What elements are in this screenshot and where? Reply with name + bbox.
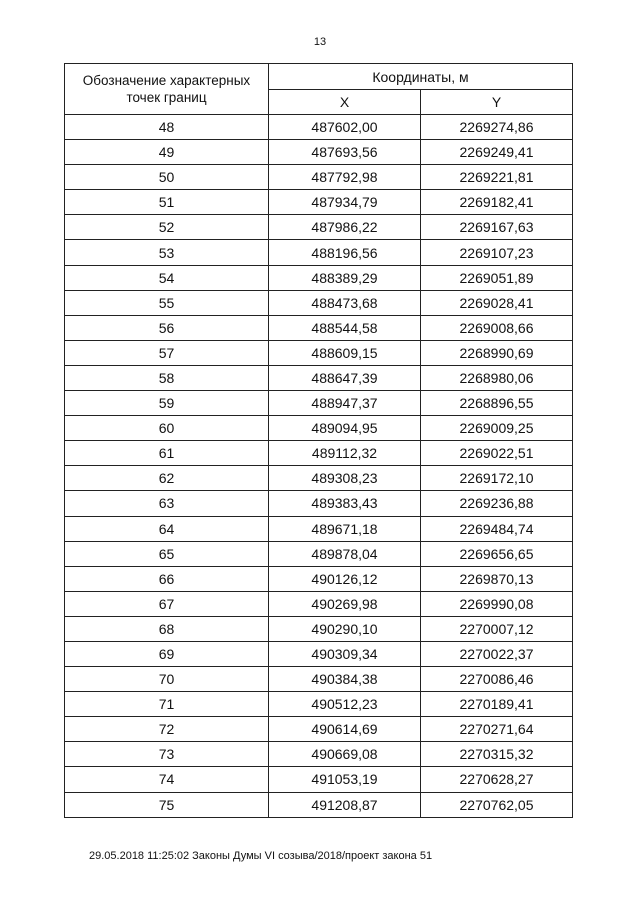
point-cell: 67 [65, 591, 269, 616]
table-row [65, 215, 573, 240]
y-cell: 2269249,41 [421, 140, 573, 165]
x-cell: 487693,56 [269, 140, 421, 165]
y-cell: 2269656,65 [421, 541, 573, 566]
footer-stamp: 29.05.2018 11:25:02 Законы Думы VI созыва/2018/проект закона 51 [89, 850, 433, 862]
y-cell: 2269172,10 [421, 466, 573, 491]
x-cell: 487934,79 [269, 190, 421, 215]
point-cell: 74 [65, 767, 269, 792]
y-cell: 2269167,63 [421, 215, 573, 240]
point-cell: 59 [65, 391, 269, 416]
y-cell: 2268990,69 [421, 340, 573, 365]
y-cell: 2270086,46 [421, 667, 573, 692]
y-cell: 2269107,23 [421, 240, 573, 265]
point-cell: 57 [65, 340, 269, 365]
point-cell: 49 [65, 140, 269, 165]
table-row [65, 391, 573, 416]
x-cell: 490384,38 [269, 667, 421, 692]
y-cell: 2270271,64 [421, 717, 573, 742]
table-row [65, 466, 573, 491]
table-row [65, 516, 573, 541]
y-cell: 2270315,32 [421, 742, 573, 767]
point-cell: 60 [65, 416, 269, 441]
y-cell: 2269484,74 [421, 516, 573, 541]
x-cell: 489094,95 [269, 416, 421, 441]
table-row [65, 792, 573, 817]
point-cell: 65 [65, 541, 269, 566]
table-row [65, 441, 573, 466]
y-cell: 2269990,08 [421, 591, 573, 616]
table-row [65, 290, 573, 315]
table-row [65, 491, 573, 516]
x-cell: 490290,10 [269, 616, 421, 641]
table-row [65, 566, 573, 591]
header-point-designation: Обозначение характерных точек границ [65, 64, 269, 115]
page-number: 13 [313, 36, 327, 48]
y-cell: 2270189,41 [421, 692, 573, 717]
table-row [65, 165, 573, 190]
point-cell: 48 [65, 115, 269, 140]
x-cell: 490512,23 [269, 692, 421, 717]
x-cell: 487792,98 [269, 165, 421, 190]
table-row [65, 416, 573, 441]
point-cell: 52 [65, 215, 269, 240]
table-row [65, 717, 573, 742]
header-x: X [269, 90, 421, 115]
y-cell: 2269221,81 [421, 165, 573, 190]
x-cell: 489308,23 [269, 466, 421, 491]
x-cell: 488473,68 [269, 290, 421, 315]
table-row [65, 340, 573, 365]
point-cell: 50 [65, 165, 269, 190]
table-row [65, 140, 573, 165]
table-row [65, 315, 573, 340]
table-row [65, 591, 573, 616]
header-coordinates: Координаты, м [269, 64, 573, 90]
table-row [65, 115, 573, 140]
point-cell: 62 [65, 466, 269, 491]
table-row [65, 767, 573, 792]
x-cell: 489878,04 [269, 541, 421, 566]
table-row [65, 616, 573, 641]
x-cell: 489383,43 [269, 491, 421, 516]
x-cell: 488647,39 [269, 365, 421, 390]
table-row [65, 742, 573, 767]
x-cell: 490126,12 [269, 566, 421, 591]
x-cell: 488609,15 [269, 340, 421, 365]
table-row [65, 667, 573, 692]
table-row [65, 190, 573, 215]
point-cell: 53 [65, 240, 269, 265]
x-cell: 488196,56 [269, 240, 421, 265]
x-cell: 489671,18 [269, 516, 421, 541]
x-cell: 488544,58 [269, 315, 421, 340]
point-cell: 55 [65, 290, 269, 315]
x-cell: 488947,37 [269, 391, 421, 416]
y-cell: 2270628,27 [421, 767, 573, 792]
point-cell: 63 [65, 491, 269, 516]
point-cell: 54 [65, 265, 269, 290]
point-cell: 64 [65, 516, 269, 541]
table-body [65, 115, 573, 818]
table-row [65, 265, 573, 290]
x-cell: 489112,32 [269, 441, 421, 466]
point-cell: 58 [65, 365, 269, 390]
point-cell: 72 [65, 717, 269, 742]
y-cell: 2268980,06 [421, 365, 573, 390]
point-cell: 68 [65, 616, 269, 641]
x-cell: 487986,22 [269, 215, 421, 240]
table-header [65, 64, 573, 115]
x-cell: 490269,98 [269, 591, 421, 616]
table-row [65, 692, 573, 717]
x-cell: 491053,19 [269, 767, 421, 792]
x-cell: 488389,29 [269, 265, 421, 290]
table-row [65, 365, 573, 390]
point-cell: 66 [65, 566, 269, 591]
x-cell: 490309,34 [269, 641, 421, 666]
y-cell: 2269009,25 [421, 416, 573, 441]
y-cell: 2268896,55 [421, 391, 573, 416]
coordinates-table [64, 63, 573, 818]
point-cell: 69 [65, 641, 269, 666]
y-cell: 2269051,89 [421, 265, 573, 290]
y-cell: 2269870,13 [421, 566, 573, 591]
y-cell: 2269182,41 [421, 190, 573, 215]
y-cell: 2270762,05 [421, 792, 573, 817]
x-cell: 490614,69 [269, 717, 421, 742]
point-cell: 73 [65, 742, 269, 767]
x-cell: 490669,08 [269, 742, 421, 767]
y-cell: 2269028,41 [421, 290, 573, 315]
point-cell: 70 [65, 667, 269, 692]
y-cell: 2269022,51 [421, 441, 573, 466]
point-cell: 61 [65, 441, 269, 466]
table-row [65, 240, 573, 265]
y-cell: 2270007,12 [421, 616, 573, 641]
x-cell: 491208,87 [269, 792, 421, 817]
header-y: Y [421, 90, 573, 115]
point-cell: 56 [65, 315, 269, 340]
point-cell: 71 [65, 692, 269, 717]
table-row [65, 541, 573, 566]
point-cell: 75 [65, 792, 269, 817]
x-cell: 487602,00 [269, 115, 421, 140]
point-cell: 51 [65, 190, 269, 215]
y-cell: 2269008,66 [421, 315, 573, 340]
y-cell: 2269236,88 [421, 491, 573, 516]
table-row [65, 641, 573, 666]
y-cell: 2269274,86 [421, 115, 573, 140]
y-cell: 2270022,37 [421, 641, 573, 666]
